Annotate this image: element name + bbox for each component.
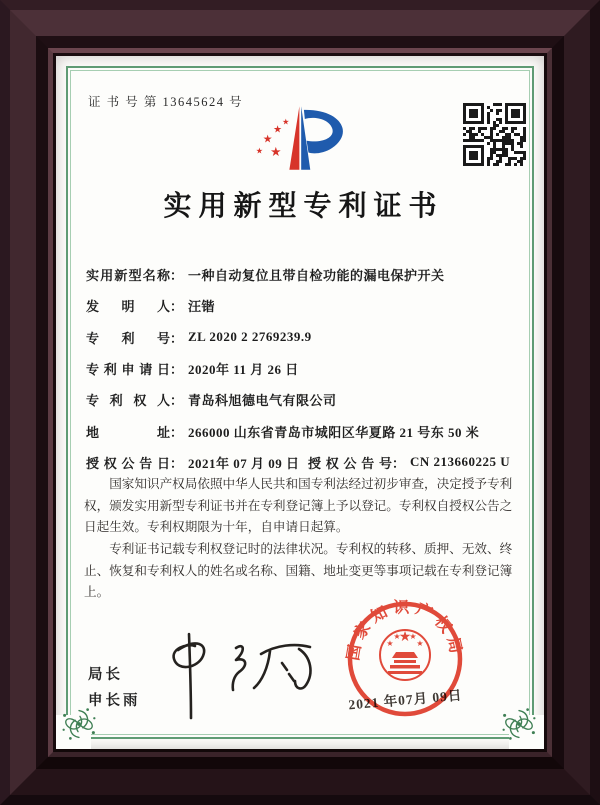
- svg-text:★: ★: [409, 632, 417, 641]
- field-row-filing-date: 专利申请日 ： 2020年 11 月 26 日: [86, 353, 522, 384]
- svg-text:★: ★: [393, 632, 401, 641]
- commissioner-signature: [148, 628, 343, 728]
- svg-text:★: ★: [282, 116, 290, 127]
- legal-paragraph: 国家知识产权局依照中华人民共和国专利法经过初步审查，决定授予专利权，颁发实用新型专利证书并在专利登记簿上予以登记。专利权自授权公告之日起生效。专利权期限为十年，自申请日起算。: [84, 477, 513, 535]
- qr-code: [463, 103, 526, 166]
- certificate-title: 实用新型专利证书: [163, 191, 444, 222]
- legal-text: [84, 474, 518, 604]
- svg-text:★: ★: [398, 629, 412, 645]
- svg-text:★: ★: [386, 639, 394, 648]
- field-label: 发明人: [86, 299, 170, 315]
- certificate-number: 证 书 号 第 13645624 号: [88, 95, 244, 109]
- field-label: 专利权人: [86, 393, 170, 409]
- field-value: 266000 山东省青岛市城阳区华夏路 21 号东 50 米: [188, 424, 480, 440]
- field-label: 授权公告日: [86, 455, 170, 471]
- field-row-grant: 授权公告日 ： 2021年 07 月 09 日 授权公告号 ： CN 213660225 U: [86, 447, 522, 478]
- field-label: 地址: [86, 424, 170, 440]
- seal-text: 国家知识产权局: [345, 599, 465, 662]
- cnipa-logo-icon: [244, 100, 362, 176]
- commissioner-title: 局长: [88, 667, 123, 683]
- svg-text:★: ★: [262, 132, 273, 146]
- seal-date: 2021 年07月 09日: [347, 687, 463, 713]
- field-label: 专利申请日: [86, 362, 170, 378]
- field-label: 实用新型名称: [86, 268, 170, 284]
- field-row-inventor: 发明人 ： 汪锴: [86, 290, 522, 321]
- floral-ornament-icon: [496, 701, 542, 747]
- svg-text:★: ★: [270, 144, 282, 160]
- official-seal: [335, 589, 475, 729]
- field-row-name: 实用新型名称 ： 一种自动复位且带自检功能的漏电保护开关: [86, 259, 522, 290]
- certificate-paper: [56, 56, 544, 749]
- field-grant-no: 授权公告号 ： CN 213660225 U: [308, 454, 511, 471]
- certificate-fields: [86, 259, 522, 478]
- field-row-patent-no: 专利号 ： ZL 2020 2 2769239.9: [86, 329, 312, 346]
- svg-text:★: ★: [255, 145, 264, 156]
- national-emblem-icon: [380, 629, 430, 680]
- field-value: 青岛科旭德电气有限公司: [188, 393, 337, 409]
- svg-text:★: ★: [273, 124, 283, 136]
- svg-text:★: ★: [416, 639, 424, 648]
- legal-paragraph: 专利证书记载专利权登记时的法律状况。专利权的转移、质押、无效、终止、恢复和专利权人的姓名或名称、国籍、地址变更等事项记载在专利登记簿上。: [84, 541, 513, 600]
- field-row-address: 地址 ： 266000 山东省青岛市城阳区华夏路 21 号东 50 米: [86, 415, 522, 446]
- field-row-patentee: 专利权人 ： 青岛科旭德电气有限公司: [86, 384, 522, 415]
- field-value: 2020年 11 月 26 日: [188, 362, 299, 378]
- field-value: 一种自动复位且带自检功能的漏电保护开关: [188, 268, 445, 284]
- field-value: ZL 2020 2 2769239.9: [188, 329, 312, 345]
- field-label: 授权公告号: [308, 455, 392, 471]
- commissioner-name: 申长雨: [88, 693, 141, 709]
- field-value: CN 213660225 U: [410, 454, 511, 470]
- field-value: 2021年 07 月 09 日: [188, 455, 300, 471]
- field-label: 专利号: [86, 330, 170, 346]
- commissioner-block: [88, 662, 141, 714]
- field-value: 汪锴: [188, 299, 216, 315]
